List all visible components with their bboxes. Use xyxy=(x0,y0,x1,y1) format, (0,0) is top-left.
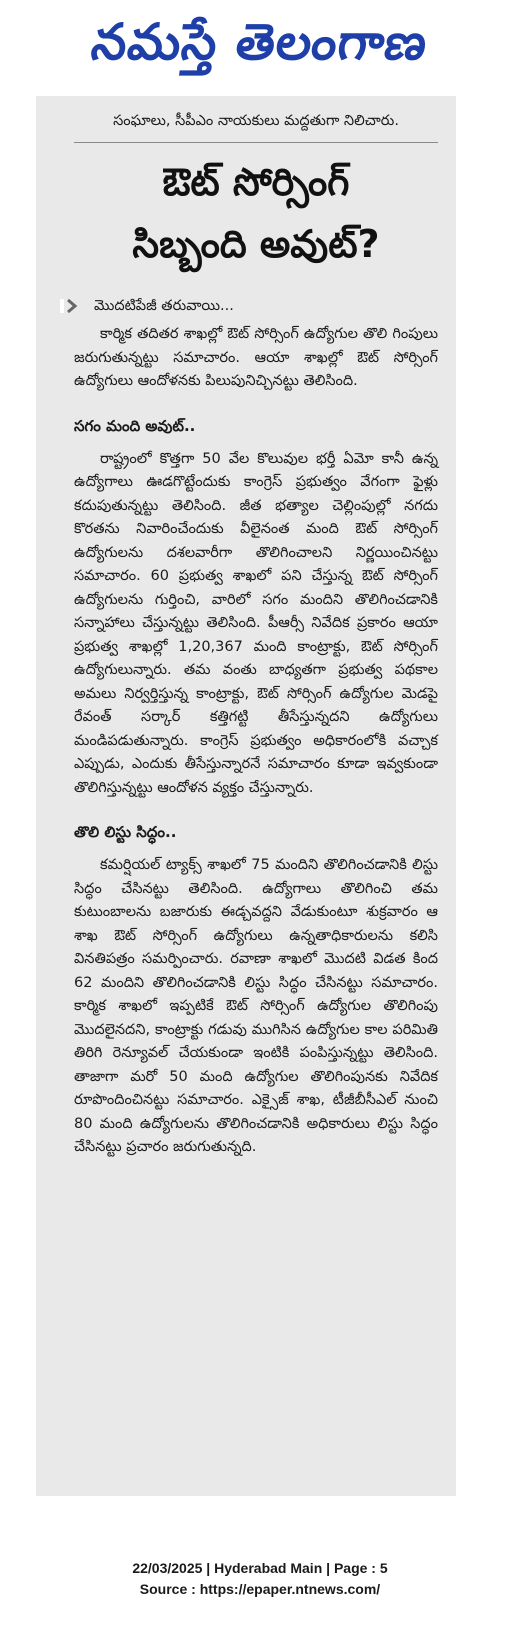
footer-date-edition: 22/03/2025 | Hyderabad Main | Page : 5 xyxy=(132,1560,388,1576)
masthead xyxy=(0,0,520,88)
chevron-right-icon xyxy=(60,297,84,315)
page-footer xyxy=(0,1558,520,1600)
headline xyxy=(74,151,438,275)
headline-line-2: సిబ్బంది అవుట్? xyxy=(132,222,380,266)
divider xyxy=(74,142,438,143)
paragraph-2: కమర్షియల్ ట్యాక్స్ శాఖలో 75 మందిని తొలిగించడానికి లిస్టు సిద్ధం చేసినట్టు తెలిసింది. ఉద్యోగాలు తొలిగించి తమ కుటుంబాలను బజారుకు ఈడ్చవద్దని వేడుకుంటూ శుక్రవారం ఆ శాఖ ఔట్ సోర్సింగ్ ఉద్యోగులు ఉన్నతాధికారులను కలిసి వినతిపత్రం సమర్పించారు. రవాణా శాఖలో మొదటి విడత కింద 62 మందిని తొలిగించడానికి లిస్టు సిద్ధం చేసినట్టు సమాచారం. కార్మిక శాఖలో ఇప్పటికే ఔట్ సోర్సింగ్ ఉద్యోగుల తొలిగింపు మొదలైనదని, కాంట్రాక్టు గడువు ముగిసిన ఉద్యోగుల కాల పరిమితి తిరిగి రెన్యూవల్ చేయకుండా ఇంటికి పంపిస్తున్నట్టు తెలిసింది. తాజాగా మరో 50 మంది ఉద్యోగుల తొలిగింపునకు నివేదిక రూపొందించినట్టు సమాచారం. ఎక్సైజ్ శాఖ, టీజీబీసీఎల్ నుంచి 80 మంది ఉద్యోగులను తొలిగించడానికి అధికారులు లిస్టు సిద్ధం చేసినట్టు ప్రచారం జరుగుతున్నది. xyxy=(74,857,438,1155)
previous-article-last-line: సంఘాలు, సీపీఎం నాయకులు మద్దతుగా నిలిచారు. xyxy=(113,113,399,129)
article-clipping xyxy=(36,96,456,1496)
intro-paragraph: కార్మిక తదితర శాఖల్లో ఔట్ సోర్సింగ్ ఉద్యోగుల తొలి గింపులు జరుగుతున్నట్టు సమాచారం. ఆయా శాఖల్లో ఔట్ సోర్సింగ్ ఉద్యోగులు ఆందోళనకు పిలుపునిచ్చినట్టు తెలిసింది. xyxy=(74,326,438,389)
subhead-half-out: సగం మంది అవుట్.. xyxy=(74,416,196,435)
paragraph-1: రాష్ట్రంలో కొత్తగా 50 వేల కొలువుల భర్తీ ఏమో కానీ ఉన్న ఉద్యోగాలు ఊడగొట్టేందుకు కాంగ్రెస్ ప్రభుత్వం వేగంగా ఫైళ్లు కదుపుతున్నట్టు తెలిసింది. జీత భత్యాల చెల్లింపుల్లో నగదు కొరతను నివారించేందుకు వీలైనంత మంది ఔట్ సోర్సింగ్ ఉద్యోగులను దశలవారీగా తొలిగించాలని నిర్ణయించినట్టు సమాచారం. 60 ప్రభుత్వ శాఖలో పని చేస్తున్న ఔట్ సోర్సింగ్ ఉద్యోగులను గుర్తించి, వారిలో సగం మందిని తొలిగించడానికి సన్నాహాలు చేస్తున్నట్టు తెలిసింది. పీఆర్సీ నివేదిక ప్రకారం ఆయా ప్రభుత్వ శాఖల్లో 1,20,367 మంది కాంట్రాక్టు, ఔట్ సోర్సింగ్ ఉద్యోగులున్నారు. తమ వంతు బాధ్యతగా ప్రభుత్వ పథకాల అమలు నిర్వర్తిస్తున్న కాంట్రాక్టు, ఔట్ సోర్సింగ్ ఉద్యోగుల మెడపై రేవంత్ సర్కార్ కత్తిగట్టి తీసేస్తున్నదని ఉద్యోగులు మండిపడుతున్నారు. కాంగ్రెస్ ప్రభుత్వం అధికారంలోకి వచ్చాక ఎప్పుడు, ఎందుకు తీసేస్తున్నారనే సమాచారం కూడా ఇవ్వకుండా తొలిగిస్తున్నట్టు ఆందోళన వ్యక్తం చేస్తున్నారు. xyxy=(74,450,438,796)
headline-line-1: ఔట్ సోర్సింగ్ xyxy=(162,160,350,204)
subhead-first-list: తొలి లిస్టు సిద్ధం.. xyxy=(74,823,177,841)
article-body xyxy=(74,96,438,1160)
newspaper-logo: నమస్తే తెలంగాణ xyxy=(88,13,432,71)
continuation-label: మొదటిపేజీ తరువాయి... xyxy=(94,298,234,314)
footer-source: Source : https://epaper.ntnews.com/ xyxy=(139,1581,381,1597)
continuation-note xyxy=(74,295,438,317)
